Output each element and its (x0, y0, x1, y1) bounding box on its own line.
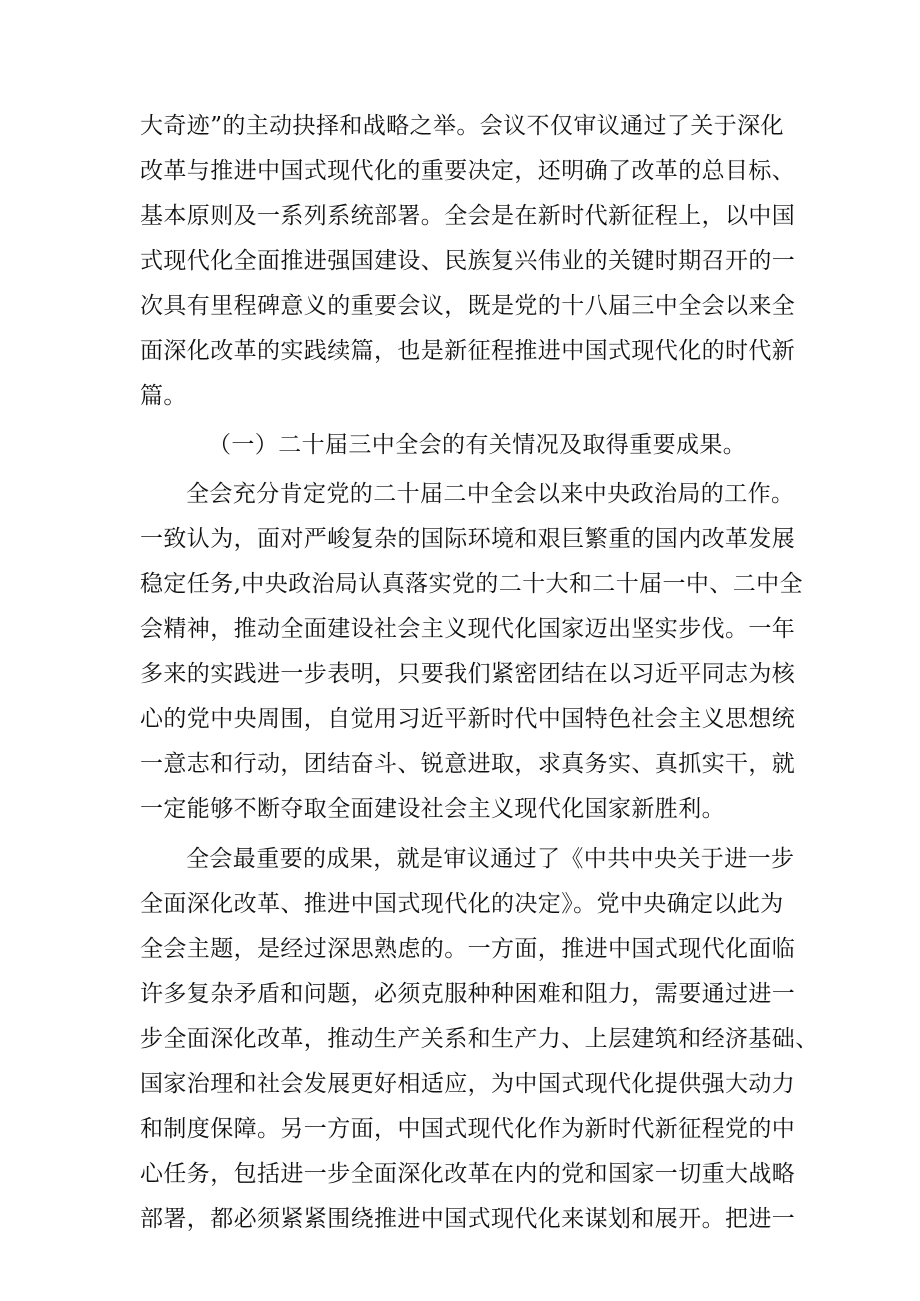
text-line: 一致认为，面对严峻复杂的国际环境和艰巨繁重的国内改革发展 (140, 526, 796, 552)
text-line: 步全面深化改革，推动生产关系和生产力、上层建筑和经济基础、 (140, 1026, 819, 1052)
text-line: 全会最重要的成果，就是审议通过了《中共中央关于进一步 (186, 846, 795, 872)
paragraph-continued (140, 104, 796, 419)
text-line: 国家治理和社会发展更好相适应，为中国式现代化提供强大动力 (140, 1071, 796, 1097)
text-line: 面深化改革的实践续篇，也是新征程推进中国式现代化的时代新 (140, 338, 796, 364)
text-line: 稳定任务,中央政治局认真落实党的二十大和二十届一中、二中全 (140, 571, 803, 597)
paragraph-plenum-outcome (140, 837, 819, 1242)
text-line: 改革与推进中国式现代化的重要决定，还明确了改革的总目标、 (140, 158, 796, 184)
text-line: 会精神，推动全面建设社会主义现代化国家迈出坚实步伐。一年 (140, 616, 796, 642)
text-line: 式现代化全面推进强国建设、民族复兴伟业的关键时期召开的一 (140, 248, 796, 274)
text-line: 全面深化改革、推进中国式现代化的决定》。党中央确定以此为 (140, 891, 784, 917)
text-line: 大奇迹”的主动抉择和战略之举。会议不仅审议通过了关于深化 (140, 113, 784, 139)
text-line: 全会主题，是经过深思熟虑的。一方面，推进中国式现代化面临 (140, 936, 796, 962)
text-line: 多来的实践进一步表明，只要我们紧密团结在以习近平同志为核 (140, 661, 796, 687)
text-line: 全会充分肯定党的二十届二中全会以来中央政治局的工作。 (186, 481, 795, 507)
text-line: 一意志和行动，团结奋斗、锐意进取，求真务实、真抓实干，就 (140, 751, 796, 777)
text-line: 许多复杂矛盾和问题，必须克服种种困难和阻力，需要通过进一 (140, 981, 796, 1007)
paragraph-plenum-affirmation (140, 472, 803, 832)
text-line: 一定能够不断夺取全面建设社会主义现代化国家新胜利。 (140, 796, 725, 822)
text-line: 和制度保障。另一方面，中国式现代化作为新时代新征程党的中 (140, 1116, 796, 1142)
document-body (140, 104, 819, 1242)
text-line: 篇。 (140, 383, 187, 409)
text-line: 心的党中央周围，自觉用习近平新时代中国特色社会主义思想统 (140, 706, 796, 732)
text-line: 心任务，包括进一步全面深化改革在内的党和国家一切重大战略 (140, 1161, 796, 1187)
text-line: 次具有里程碑意义的重要会议，既是党的十八届三中全会以来全 (140, 293, 796, 319)
text-line: 基本原则及一系列系统部署。全会是在新时代新征程上，以中国 (140, 203, 796, 229)
text-line: 部署，都必须紧紧围绕推进中国式现代化来谋划和展开。把进一 (140, 1206, 796, 1232)
section-heading: （一）二十届三中全会的有关情况及取得重要成果。 (208, 432, 747, 458)
